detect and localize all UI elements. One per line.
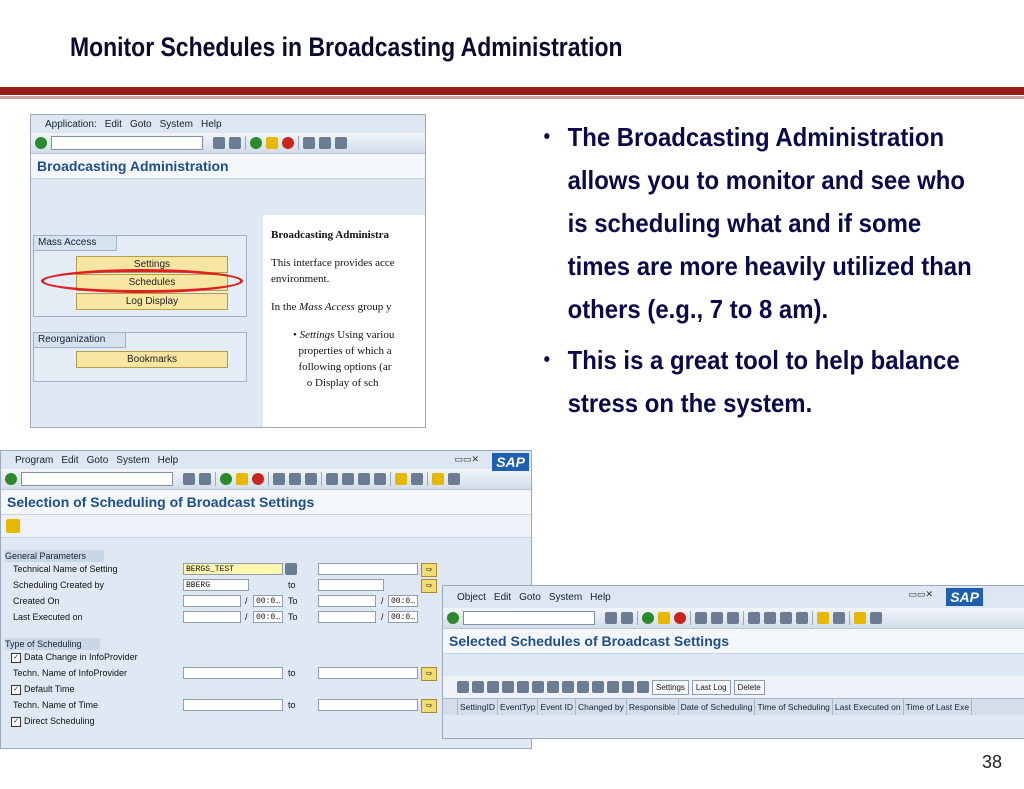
- sap-logo: SAP: [492, 453, 529, 471]
- command-field[interactable]: [463, 611, 595, 625]
- bullet-text: This is a great tool to help balance stress on the system.: [567, 345, 960, 418]
- created-by-input[interactable]: BBERG: [183, 579, 249, 591]
- last-page-icon[interactable]: [796, 612, 808, 624]
- range-to-label: To: [288, 596, 298, 606]
- general-parameters-section: [1, 550, 531, 562]
- bullet-text: The Broadcasting Administration allows you to monitor and see who is scheduling what and if some times are more heavily utilized than others (e.g., 7 to 8 am).: [567, 122, 972, 324]
- total-icon[interactable]: [532, 681, 544, 693]
- menu-system[interactable]: System: [116, 454, 150, 466]
- print-icon[interactable]: [695, 612, 707, 624]
- bookmarks-button[interactable]: Bookmarks: [76, 351, 228, 368]
- broadcasting-admin-window: [30, 114, 426, 428]
- table-header: [443, 698, 1024, 715]
- created-on-date-input[interactable]: [183, 595, 241, 607]
- field-label: Created On: [13, 596, 60, 606]
- title-divider-shadow: [0, 96, 1024, 99]
- menu-system[interactable]: System: [548, 591, 583, 603]
- help-document: [263, 215, 426, 427]
- data-change-checkbox[interactable]: ✓: [11, 653, 21, 663]
- toolbar-separator: [690, 611, 691, 625]
- range-to-label: to: [288, 700, 296, 710]
- layout-icon[interactable]: [870, 612, 882, 624]
- application-toolbar: [1, 515, 531, 538]
- toolbar-separator: [637, 611, 638, 625]
- export-icon[interactable]: [562, 681, 574, 693]
- next-page-icon[interactable]: [358, 473, 370, 485]
- enter-icon[interactable]: [35, 137, 47, 149]
- save-icon[interactable]: [621, 612, 633, 624]
- range-to-label: to: [288, 668, 296, 678]
- delete-button[interactable]: Delete: [734, 680, 765, 695]
- column-header[interactable]: Time of Scheduling: [755, 699, 832, 715]
- column-header[interactable]: Changed by: [576, 699, 627, 715]
- reorganization-group: [33, 332, 247, 382]
- find-icon[interactable]: [502, 681, 514, 693]
- toolbar-separator: [321, 472, 322, 486]
- cancel-icon[interactable]: [252, 473, 264, 485]
- enter-icon[interactable]: [5, 473, 17, 485]
- window-controls[interactable]: ▭▭✕: [908, 589, 933, 599]
- multiple-selection-button[interactable]: ⇨: [421, 699, 437, 713]
- last-executed-date-input[interactable]: [183, 611, 241, 623]
- menu-edit[interactable]: Edit: [493, 591, 512, 603]
- menu-system[interactable]: System: [159, 118, 193, 130]
- doc-line: This interface provides acce environment.: [271, 257, 395, 285]
- find-next-icon[interactable]: [727, 612, 739, 624]
- system-toolbar: [1, 469, 531, 490]
- back-icon[interactable]: [605, 612, 617, 624]
- page-number: 38: [981, 752, 1002, 772]
- matchcode-icon[interactable]: [285, 563, 297, 575]
- technical-name-to-input[interactable]: [318, 563, 418, 575]
- settings-button[interactable]: Settings: [76, 256, 228, 273]
- column-header[interactable]: Event ID: [538, 699, 576, 715]
- menu-help[interactable]: Help: [590, 591, 611, 603]
- exit-icon[interactable]: [236, 473, 248, 485]
- column-header[interactable]: SettingID: [458, 699, 498, 715]
- column-header[interactable]: Last Executed on: [833, 699, 904, 715]
- cancel-icon[interactable]: [674, 612, 686, 624]
- menu-edit[interactable]: Edit: [61, 454, 79, 466]
- technical-name-input[interactable]: BERGS_TEST: [183, 563, 283, 575]
- infoprovider-input[interactable]: [183, 667, 283, 679]
- created-on-to-time-input[interactable]: 00:0…: [388, 595, 418, 607]
- alv-toolbar: [443, 676, 1024, 698]
- form-row: Created On / 00:0… To / 00:0…: [1, 594, 531, 610]
- section-label: General Parameters: [5, 550, 104, 562]
- default-time-checkbox[interactable]: ✓: [11, 685, 21, 695]
- window-controls[interactable]: ▭▭✕: [454, 454, 479, 464]
- window-title: Selection of Scheduling of Broadcast Settings: [1, 490, 531, 515]
- created-on-to-date-input[interactable]: [318, 595, 376, 607]
- find-next-icon[interactable]: [335, 137, 347, 149]
- help-icon[interactable]: [432, 473, 444, 485]
- menu-bar: [1, 451, 531, 469]
- checkbox-label: Default Time: [24, 684, 75, 694]
- layout-select-icon[interactable]: [607, 681, 619, 693]
- info-icon[interactable]: [622, 681, 634, 693]
- sap-logo: SAP: [946, 588, 983, 606]
- command-field[interactable]: [51, 136, 203, 150]
- created-by-to-input[interactable]: [318, 579, 384, 591]
- window-title: Selected Schedules of Broadcast Settings: [443, 629, 1024, 654]
- toolbar-separator: [298, 136, 299, 150]
- checkbox-label: Direct Scheduling: [24, 716, 95, 726]
- menu-help[interactable]: Help: [200, 118, 222, 130]
- multiple-selection-button[interactable]: ⇨: [421, 563, 437, 577]
- word-icon[interactable]: [592, 681, 604, 693]
- toolbar-separator: [812, 611, 813, 625]
- toolbar-separator: [390, 472, 391, 486]
- last-executed-time-input[interactable]: 00:0…: [253, 611, 283, 623]
- enter-icon[interactable]: [447, 612, 459, 624]
- next-page-icon[interactable]: [780, 612, 792, 624]
- exit-icon[interactable]: [266, 137, 278, 149]
- shortcut-icon[interactable]: [411, 473, 423, 485]
- created-on-time-input[interactable]: 00:0…: [253, 595, 283, 607]
- column-header[interactable]: Date of Scheduling: [679, 699, 756, 715]
- find-next-icon[interactable]: [305, 473, 317, 485]
- spreadsheet-icon[interactable]: [577, 681, 589, 693]
- back-icon[interactable]: [213, 137, 225, 149]
- help-icon[interactable]: [854, 612, 866, 624]
- doc-line: In the Mass Access group y: [271, 301, 392, 313]
- last-log-button[interactable]: Last Log: [692, 680, 731, 695]
- execute-icon[interactable]: [6, 519, 20, 533]
- command-field[interactable]: [21, 472, 173, 486]
- field-label: Techn. Name of Time: [13, 700, 99, 710]
- back-icon[interactable]: [183, 473, 195, 485]
- print-preview-icon[interactable]: [547, 681, 559, 693]
- section-label: Type of Scheduling: [5, 638, 100, 650]
- back-nav-icon[interactable]: [642, 612, 654, 624]
- doc-heading: Broadcasting Administra: [271, 229, 390, 241]
- menu-edit[interactable]: Edit: [104, 118, 122, 130]
- highlight-oval: [41, 269, 243, 293]
- time-name-to-input[interactable]: [318, 699, 418, 711]
- settings-button[interactable]: Settings: [652, 680, 689, 695]
- field-label: Scheduling Created by: [13, 580, 105, 590]
- menu-goto[interactable]: Goto: [129, 118, 152, 130]
- direct-scheduling-checkbox[interactable]: ✓: [11, 717, 21, 727]
- group-label: Reorganization: [34, 333, 126, 348]
- toolbar-separator: [743, 611, 744, 625]
- create-session-icon[interactable]: [395, 473, 407, 485]
- save-icon[interactable]: [229, 137, 241, 149]
- details-icon[interactable]: [457, 681, 469, 693]
- exit-icon[interactable]: [658, 612, 670, 624]
- back-nav-icon[interactable]: [220, 473, 232, 485]
- menu-goto[interactable]: Goto: [519, 591, 541, 603]
- title-divider: [0, 87, 1024, 95]
- log-display-button[interactable]: Log Display: [76, 293, 228, 310]
- first-page-icon[interactable]: [748, 612, 760, 624]
- toolbar-separator: [427, 472, 428, 486]
- menu-bar: [443, 586, 1024, 608]
- selected-schedules-window: [442, 585, 1024, 739]
- filter-icon[interactable]: [517, 681, 529, 693]
- form-row: [1, 562, 531, 578]
- last-page-icon[interactable]: [374, 473, 386, 485]
- menu-application[interactable]: Application:: [45, 118, 97, 130]
- create-session-icon[interactable]: [817, 612, 829, 624]
- menu-program[interactable]: Program: [15, 454, 54, 466]
- field-label: Technical Name of Setting: [13, 564, 118, 574]
- schedules-button[interactable]: Schedules: [76, 274, 228, 291]
- range-to-label: To: [288, 612, 298, 622]
- toolbar-separator: [268, 472, 269, 486]
- find-icon[interactable]: [319, 137, 331, 149]
- toolbar-separator: [849, 611, 850, 625]
- find-icon[interactable]: [711, 612, 723, 624]
- column-header[interactable]: Time of Last Exe: [904, 699, 972, 715]
- print-icon[interactable]: [273, 473, 285, 485]
- layout-icon[interactable]: [448, 473, 460, 485]
- field-label: Last Executed on: [13, 612, 83, 622]
- column-header[interactable]: EventTyp: [498, 699, 538, 715]
- multiple-selection-button[interactable]: ⇨: [421, 667, 437, 681]
- window-title: Broadcasting Administration: [31, 154, 425, 179]
- prev-page-icon[interactable]: [342, 473, 354, 485]
- shortcut-icon[interactable]: [833, 612, 845, 624]
- save-icon[interactable]: [199, 473, 211, 485]
- slide-title: Monitor Schedules in Broadcasting Administration: [70, 32, 623, 62]
- menu-goto[interactable]: Goto: [86, 454, 109, 466]
- checkbox-label: Data Change in InfoProvider: [24, 652, 138, 662]
- select-all-icon[interactable]: [443, 699, 458, 715]
- menu-help[interactable]: Help: [157, 454, 179, 466]
- infoprovider-to-input[interactable]: [318, 667, 418, 679]
- prev-page-icon[interactable]: [764, 612, 776, 624]
- group-label: Mass Access: [34, 236, 117, 251]
- system-toolbar: [31, 133, 425, 154]
- range-to-label: to: [288, 580, 296, 590]
- doc-bullet: • Settings Using variou properties of which a following options (ar o Display of sch: [293, 329, 395, 389]
- form-row: Last Executed on / 00:0… To / 00:0…: [1, 610, 531, 626]
- sort-desc-icon[interactable]: [487, 681, 499, 693]
- time-name-input[interactable]: [183, 699, 283, 711]
- bullet-list: [540, 116, 1010, 433]
- cancel-icon[interactable]: [282, 137, 294, 149]
- bullet-item: • This is a great tool to help balance stress on the system.: [543, 345, 960, 418]
- bullet-item: • The Broadcasting Administration allows you to monitor and see who is scheduling what and if some times are more heavily utilized than others (e.g., 7 to 8 am).: [543, 122, 972, 324]
- toolbar-separator: [245, 136, 246, 150]
- menu-bar: [31, 115, 425, 133]
- sort-asc-icon[interactable]: [472, 681, 484, 693]
- multiple-selection-button[interactable]: ⇨: [421, 579, 437, 593]
- last-executed-to-time-input[interactable]: 00:0…: [388, 611, 418, 623]
- refresh-icon[interactable]: [637, 681, 649, 693]
- find-icon[interactable]: [289, 473, 301, 485]
- column-header[interactable]: Responsible: [627, 699, 679, 715]
- print-icon[interactable]: [303, 137, 315, 149]
- back-nav-icon[interactable]: [250, 137, 262, 149]
- field-label: Techn. Name of InfoProvider: [13, 668, 128, 678]
- first-page-icon[interactable]: [326, 473, 338, 485]
- toolbar-separator: [215, 472, 216, 486]
- menu-object[interactable]: Object: [457, 591, 486, 603]
- last-executed-to-date-input[interactable]: [318, 611, 376, 623]
- system-toolbar: [443, 608, 1024, 629]
